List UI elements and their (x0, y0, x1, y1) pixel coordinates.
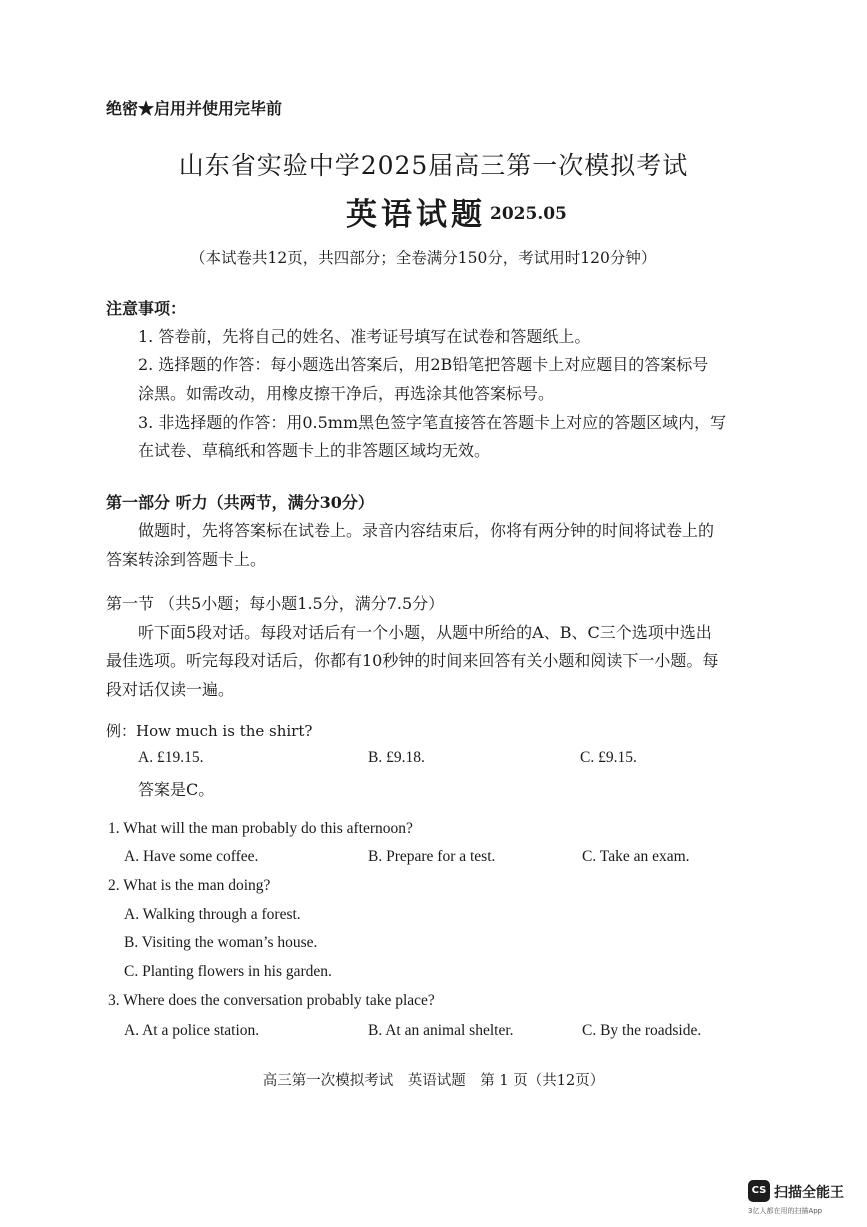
subject-title: 英语试题 (346, 197, 486, 233)
section1-line: 段对话仅读一遍。 (106, 680, 235, 699)
question-2-option-b: B. Visiting the woman’s house. (124, 934, 318, 951)
section1-line: 最佳选项。听完每段对话后，你都有10秒钟的时间来回答有关小题和阅读下一小题。每 (106, 651, 719, 670)
notice-line: 涂黑。如需改动，用橡皮擦干净后，再选涂其他答案标号。 (138, 384, 555, 403)
question-1: 1. What will the man probably do this afternoon? (108, 820, 413, 837)
question-3: 3. Where does the conversation probably take place? (108, 992, 435, 1009)
part1-line: 做题时，先将答案标在试卷上。录音内容结束后，你将有两分钟的时间将试卷上的 (138, 521, 715, 540)
example-option-c: C. £9.15. (580, 749, 637, 766)
school-title: 山东省实验中学2025届高三第一次模拟考试 (178, 151, 689, 180)
section1-line: 听下面5段对话。每段对话后有一个小题，从题中所给的A、B、C三个选项中选出 (138, 623, 712, 642)
example-option-b: B. £9.18. (368, 749, 425, 766)
example-answer: 答案是C。 (138, 780, 215, 799)
question-3-option-c: C. By the roadside. (582, 1022, 702, 1039)
question-2: 2. What is the man doing? (108, 877, 271, 894)
question-2-option-c: C. Planting flowers in his garden. (124, 963, 332, 980)
question-1-option-a: A. Have some coffee. (124, 848, 259, 865)
example-question: 例：How much is the shirt? (106, 722, 313, 740)
question-2-option-a: A. Walking through a forest. (124, 906, 301, 923)
question-3-option-b: B. At an animal shelter. (368, 1022, 514, 1039)
notice-line: 3. 非选择题的作答：用0.5mm黑色签字笔直接答在答题卡上对应的答题区域内，写 (138, 413, 727, 432)
page-footer: 高三第一次模拟考试 英语试题 第 1 页（共12页） (262, 1073, 605, 1089)
confidential-label: 绝密★启用并使用完毕前 (106, 99, 283, 118)
notice-line: 2. 选择题的作答：每小题选出答案后，用2B铅笔把答题卡上对应题目的答案标号 (138, 355, 709, 374)
scanner-watermark (748, 1180, 862, 1224)
question-1-option-b: B. Prepare for a test. (368, 848, 496, 865)
notice-line: 1. 答卷前，先将自己的姓名、准考证号填写在试卷和答题纸上。 (138, 327, 591, 346)
exam-info: （本试卷共12页，共四部分；全卷满分150分，考试用时120分钟） (190, 249, 657, 267)
watermark-app-name: 扫描全能王 (774, 1185, 844, 1201)
section1-heading: 第一节 （共5小题；每小题1.5分，满分7.5分） (106, 594, 445, 613)
camscanner-logo-icon: CS (748, 1180, 770, 1202)
watermark-tagline: 3亿人都在用的扫描App (748, 1207, 823, 1215)
question-1-option-c: C. Take an exam. (582, 848, 690, 865)
exam-date: 2025.05 (490, 204, 567, 224)
notice-line: 在试卷、草稿纸和答题卡上的非答题区域均无效。 (138, 441, 491, 460)
notice-heading: 注意事项： (106, 299, 187, 318)
part1-line: 答案转涂到答题卡上。 (106, 550, 267, 569)
part1-heading: 第一部分 听力（共两节，满分30分） (106, 493, 374, 512)
example-option-a: A. £19.15. (138, 749, 204, 766)
question-3-option-a: A. At a police station. (124, 1022, 260, 1039)
